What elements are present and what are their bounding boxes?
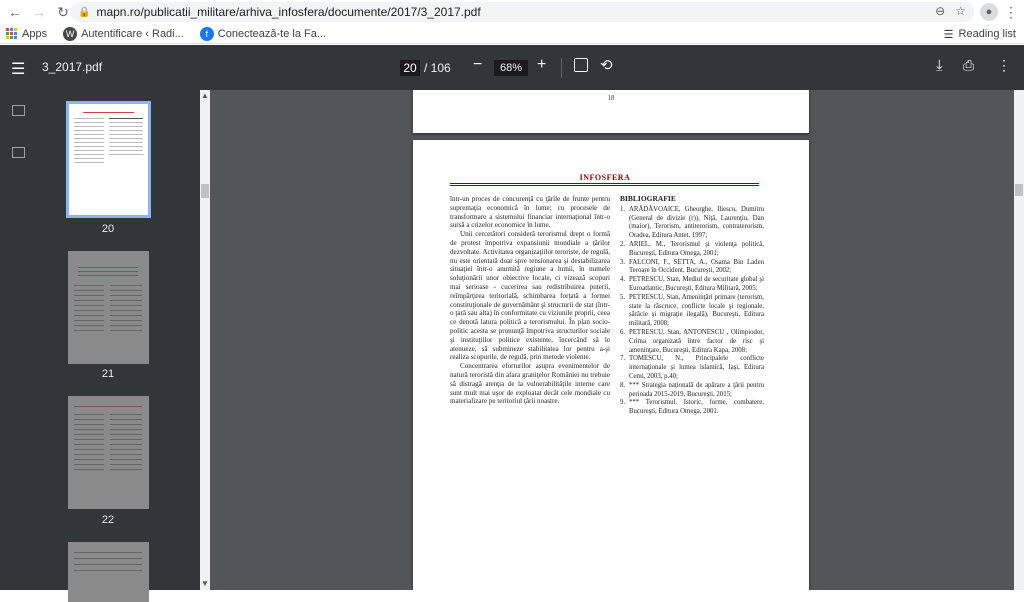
browser-menu-icon[interactable]: ⋮: [1004, 4, 1018, 20]
total-pages: / 106: [424, 61, 451, 75]
page-header: INFOSFERA: [579, 173, 631, 182]
pdf-viewer[interactable]: [210, 90, 1014, 590]
page-number: 18: [607, 94, 615, 102]
thumbnail-page-number: 20: [101, 223, 115, 235]
bookmark-label: Autentificare ‹ Radi...: [81, 27, 184, 40]
main-scroll-thumb[interactable]: [1015, 184, 1023, 196]
bookmark-label: Conectează-te la Fa...: [217, 27, 327, 40]
fit-page-icon[interactable]: [574, 58, 588, 72]
bookmark-star-icon[interactable]: ☆: [955, 4, 966, 18]
bibliography-item: 4. PETRESCU, Stan, Mediul de securitate global şi Euroatlantic, Bucureşti, Editura Militară, 2005;: [620, 276, 764, 292]
more-options-icon[interactable]: ⋮: [997, 57, 1011, 73]
zoom-out-button[interactable]: −: [473, 56, 483, 73]
download-icon[interactable]: ⤓: [936, 57, 943, 74]
thumbnail-page-number: 22: [101, 514, 115, 526]
pdf-page-current: [413, 140, 809, 590]
print-icon[interactable]: ⎙: [963, 57, 975, 73]
bibliography-item: 9. *** Terorismul. Istoric, forme, combatere, Bucureşti, Editura Omega, 2001.: [620, 399, 764, 416]
paragraph: într-un proces de concurenţă cu ţările de frunte pentru supremaţia economică în lume; cu procesele de transformare a sistemului financiar internaţional într-o sursă a crizelor economice în lume.: [450, 195, 610, 230]
bibliography-item: 6. PETRESCU, Stan, ANTONESCU , Olimpiodor, Crima organizată între factor de risc şi ameninţare, Bucureşti, Editura Kapa, 2008;: [620, 328, 764, 354]
page-thumbnail-23[interactable]: [68, 542, 149, 602]
thumbnails-view-icon[interactable]: [12, 105, 25, 116]
page-thumbnail-22[interactable]: [68, 396, 149, 509]
header-rule: [450, 183, 759, 184]
zoom-input[interactable]: 68%: [494, 60, 528, 76]
bibliography-item: 3. FALCONI, F., SETTA, A., Osama Bin Laden Teroare în Occident, Bucureşti, 2002;: [620, 258, 764, 275]
sidebar-scrollbar[interactable]: [200, 90, 210, 590]
bibliography-item: 8. *** Strategia naţională de apărare a ţării pentru perioada 2015-2019, Bucureşti, 2015;: [620, 381, 764, 398]
pdf-toolbar: [0, 45, 1024, 90]
bibliography-item: 5. PETRESCU, Stan, Ameninţări primare (terorism, state la răscruce, conflicte locale şi regionale, sărăcie şi migraţie ilegală), Bucureşti, Editura militară, 2008;: [620, 293, 764, 328]
reading-list-button[interactable]: [944, 24, 1016, 44]
outline-view-icon[interactable]: [12, 147, 25, 158]
article-text-column: [450, 195, 610, 406]
page-thumbnail-20[interactable]: [66, 101, 151, 218]
bibliography-item: 1. ARĂDĂVOAICE, Gheorghe, Iliescu, Dumitru (General de divizie (r)), Niţă, Laurenţiu, Dan (maior), Terorism, antiterorism, contraterorism, Oradea, Editura Antet, 1997;: [620, 205, 764, 240]
main-scrollbar[interactable]: [1014, 90, 1024, 590]
url-text[interactable]: mapn.ro/publicatii_militare/arhiva_infosfera/documente/2017/3_2017.pdf: [96, 5, 481, 19]
zoom-icon[interactable]: ⊖: [935, 4, 946, 18]
browser-bar: [0, 0, 1024, 24]
scroll-down-icon[interactable]: ▼: [201, 579, 209, 588]
bookmark-apps[interactable]: [6, 28, 47, 40]
bookmark-wordpress[interactable]: [63, 27, 184, 41]
scroll-up-icon[interactable]: ▲: [201, 91, 209, 100]
toolbar-divider: [561, 58, 562, 78]
rotate-icon[interactable]: ⟲: [600, 57, 613, 74]
forward-icon[interactable]: →: [32, 4, 46, 20]
page-number-input[interactable]: 20: [400, 60, 420, 76]
profile-avatar[interactable]: ●: [980, 3, 998, 21]
reload-icon[interactable]: ↻: [57, 3, 69, 20]
apps-grid-icon: [6, 28, 17, 39]
bookmark-facebook[interactable]: [200, 27, 326, 41]
thumbnail-sidebar: [0, 90, 200, 590]
facebook-icon: f: [200, 27, 214, 41]
reading-list-icon: ☰: [943, 28, 954, 41]
address-bar[interactable]: [70, 2, 974, 22]
back-icon[interactable]: ←: [8, 4, 22, 20]
bibliography-item: 2. ARIEL, M., Terorismul şi violenţa politică, Bucureşti, Editura Omega, 2001;: [620, 240, 764, 257]
pdf-page-previous: [413, 90, 809, 133]
header-rule: [450, 185, 759, 186]
paragraph: Concentrarea eforturilor asupra evenimentelor de natură teroristă din afara graniţelor României nu trebuie să distragă atenţia de la vulnerabilităţile interne care sunt mult mai uşor de exploatat decât cele mondiale cu materializare pe teritoriul ţării noastre.: [450, 362, 610, 406]
zoom-in-button[interactable]: +: [537, 56, 547, 73]
bibliography-column: [620, 195, 764, 417]
bookmarks-bar: [0, 24, 1024, 44]
paragraph: Unii cercetători consideră terorismul drept o formă de protest împotriva expansiunii mondiale a ţărilor dezvoltate. Activitatea organizaţiilor teroriste, de regulă, nu este orientată doar spre tensionarea şi destabilizarea situaţiei într-o anumită regiune a lumii, în numele soluţionării unor obiective locale, ci vizează scopuri mai serioase - cucerirea sau redistribuirea puterii, reîmpărţirea teritorială, schimbarea forţată a formei constituţionale de guvernământ şi structurii de stat (într-o ţară sau alta) în conformitate cu viziunile proprii, ceea ce denotă latura politică a terorismului. În plan socio-politic acesta se pronunţă împotriva structurilor sociale şi instituţiilor politice existente, încercând să le atenueze, să submineze stabilitatea lor pentru a-şi realiza scopurile, de regulă, prin metode violente.: [450, 230, 610, 362]
bookmark-label: Apps: [22, 27, 48, 40]
lock-icon[interactable]: 🔒: [78, 6, 91, 18]
wordpress-icon: W: [63, 27, 77, 41]
bibliography-item: 7. TOMESCU, N., Principalele conflicte internaţionale şi lumea islamică, Iaşi, Editura Cemi, 2003, p.40;: [620, 355, 764, 380]
menu-icon[interactable]: ☰: [11, 61, 26, 78]
page-thumbnail-21[interactable]: [68, 251, 149, 364]
file-name: 3_2017.pdf: [42, 60, 103, 74]
thumbnail-page-number: 21: [101, 368, 115, 380]
page-selector: [400, 60, 451, 76]
reading-list-label: Reading list: [958, 28, 1016, 40]
bibliography-title: BIBLIOGRAFIE: [620, 194, 676, 203]
sidebar-scroll-thumb[interactable]: [201, 184, 209, 198]
